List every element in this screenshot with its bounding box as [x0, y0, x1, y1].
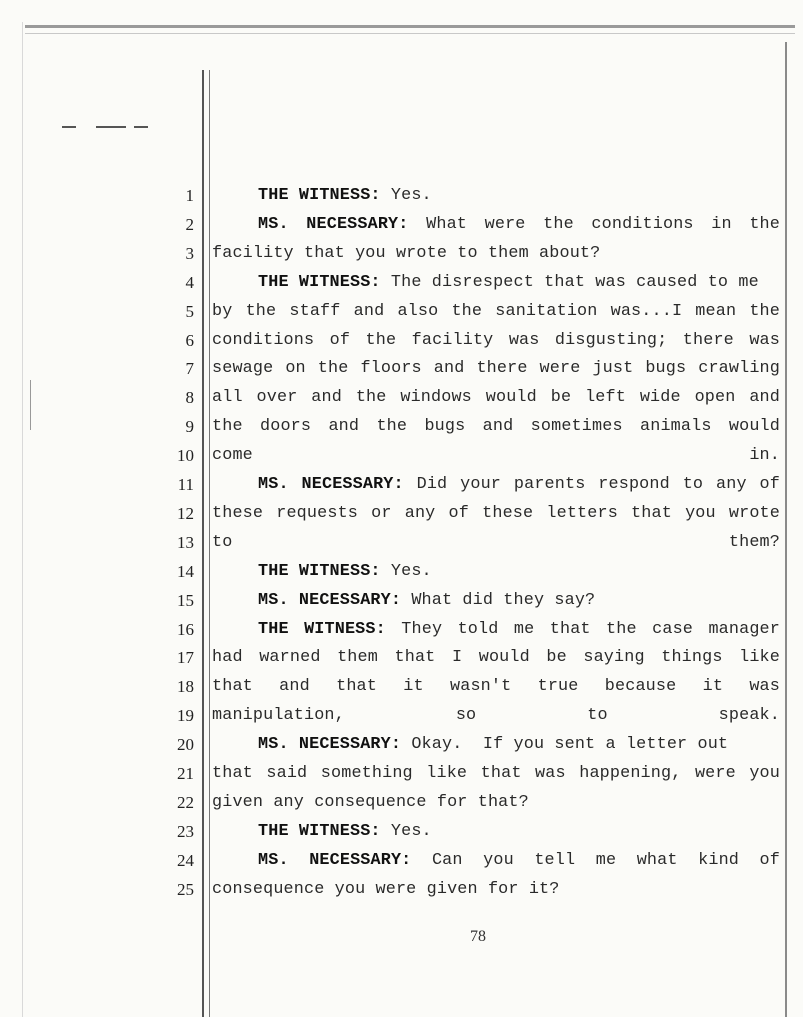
transcript-line — [212, 302, 780, 321]
page-number: 78 — [470, 928, 486, 945]
transcript-line — [212, 591, 780, 610]
line-text: Yes. — [380, 561, 432, 581]
line-number: 21 — [177, 764, 194, 783]
speaker-label: THE WITNESS: — [258, 821, 381, 841]
line-text: Did your parents respond to any of — [403, 475, 780, 494]
line-number: 14 — [177, 561, 194, 581]
header-rule-secondary — [25, 33, 795, 34]
line-number: 13 — [177, 532, 194, 552]
line-text: facility that you wrote to them about? — [212, 243, 601, 263]
page-edge-left — [22, 22, 23, 1017]
left-margin-rule — [202, 70, 210, 1017]
speaker-label: MS. NECESSARY: — [258, 735, 402, 755]
line-text: What were the conditions in the — [408, 214, 780, 234]
line-text: Yes. — [380, 186, 432, 205]
transcript-line — [212, 446, 780, 465]
speaker-label: THE WITNESS: — [258, 186, 381, 205]
line-text: They told me that the case manager — [385, 619, 780, 639]
line-number: 24 — [177, 850, 194, 870]
line-number: 3 — [185, 243, 194, 263]
transcript-line — [212, 359, 780, 378]
line-text: sewage on the floors and there were just bugs crawling — [212, 359, 780, 379]
line-text: had warned them that I would be saying things like — [212, 648, 780, 668]
transcript-line — [212, 331, 780, 350]
transcript-line — [212, 880, 780, 899]
transcript-line — [212, 388, 780, 407]
transcript-line — [212, 215, 780, 234]
line-text: consequence you were given for it? — [212, 879, 560, 899]
line-text: that and that it wasn't true because it was — [212, 677, 780, 697]
transcript-line — [212, 533, 780, 552]
line-text: come in. — [212, 446, 780, 466]
line-number: 19 — [177, 706, 194, 726]
line-text: these requests or any of these letters that you wrote — [212, 503, 780, 523]
transcript-line — [212, 504, 780, 523]
line-text: that said something like that was happening, were you — [212, 764, 780, 783]
line-number: 5 — [185, 301, 194, 321]
transcript-line — [212, 648, 780, 667]
transcript-line — [212, 186, 780, 205]
line-number: 1 — [185, 186, 194, 205]
line-number: 7 — [185, 359, 194, 379]
transcript-line — [212, 273, 780, 292]
line-number: 9 — [185, 417, 194, 437]
line-number: 6 — [185, 330, 194, 350]
line-number: 11 — [177, 475, 194, 494]
line-text: manipulation, so to speak. — [212, 706, 780, 726]
transcript-line — [212, 562, 780, 581]
transcript-line — [212, 475, 780, 494]
line-number: 22 — [177, 792, 194, 812]
line-text: to them? — [212, 532, 780, 552]
transcript-line — [212, 620, 780, 639]
speaker-label: THE WITNESS: — [258, 561, 381, 581]
line-text: given any consequence for that? — [212, 792, 529, 812]
line-number: 12 — [177, 503, 194, 523]
transcript-line — [212, 244, 780, 263]
line-number: 18 — [177, 677, 194, 697]
speaker-label: MS. NECESSARY: — [258, 850, 412, 870]
transcript-line — [212, 793, 780, 812]
margin-mark — [134, 126, 148, 128]
scan-artifact — [30, 380, 31, 430]
line-number: 8 — [185, 388, 194, 408]
line-text: Yes. — [380, 821, 432, 841]
transcript-line — [212, 764, 780, 783]
line-number: 17 — [177, 648, 194, 668]
line-number: 25 — [177, 879, 194, 899]
margin-mark — [96, 126, 126, 128]
line-number: 15 — [177, 590, 194, 610]
line-text: conditions of the facility was disgusting; there was — [212, 330, 780, 350]
line-number: 4 — [185, 272, 194, 292]
header-rule — [25, 25, 795, 28]
speaker-label: THE WITNESS: — [258, 619, 386, 639]
transcript-line — [212, 706, 780, 725]
transcript-line — [212, 677, 780, 696]
transcript-line — [212, 735, 780, 754]
line-text: the doors and the bugs and sometimes animals would — [212, 417, 780, 437]
line-number: 23 — [177, 821, 194, 841]
line-number: 2 — [185, 214, 194, 234]
speaker-label: MS. NECESSARY: — [258, 475, 404, 494]
line-text: all over and the windows would be left wide open and — [212, 388, 780, 408]
line-text: by the staff and also the sanitation was...I mean the — [212, 301, 780, 321]
speaker-label: MS. NECESSARY: — [258, 214, 409, 234]
right-margin-rule — [785, 42, 787, 1017]
margin-mark — [62, 126, 76, 128]
transcript-line — [212, 417, 780, 436]
transcript-line — [212, 822, 780, 841]
line-number: 20 — [177, 735, 194, 755]
line-text: Can you tell me what kind of — [411, 850, 780, 870]
line-text: The disrespect that was caused to me — [380, 272, 759, 292]
line-text: What did they say? — [401, 590, 596, 610]
speaker-label: THE WITNESS: — [258, 272, 381, 292]
transcript-line — [212, 851, 780, 870]
line-text: Okay. If you sent a letter out — [401, 735, 729, 755]
speaker-label: MS. NECESSARY: — [258, 590, 402, 610]
line-number: 10 — [177, 446, 194, 466]
line-number: 16 — [177, 619, 194, 639]
